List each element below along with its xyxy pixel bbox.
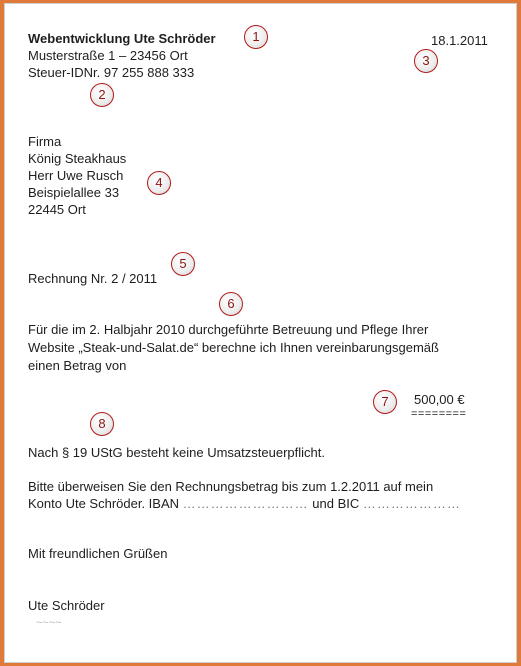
- recipient-line-5: 22445 Ort: [28, 202, 86, 217]
- iban-blank: ………………………: [182, 496, 309, 511]
- payment-line-1: Bitte überweisen Sie den Rechnungsbetrag bis zum 1.2.2011 auf mein: [28, 479, 434, 494]
- bic-blank: …………………: [362, 496, 461, 511]
- invoice-date: 18.1.2011: [431, 33, 488, 48]
- body-line-1: Für die im 2. Halbjahr 2010 durchgeführte Betreuung und Pflege Ihrer: [28, 322, 429, 337]
- payment-iban-prefix: Konto Ute Schröder. IBAN: [28, 496, 180, 511]
- marker-4: 4: [147, 171, 171, 195]
- marker-6: 6: [219, 292, 243, 316]
- marker-3: 3: [414, 49, 438, 73]
- body-line-3: einen Betrag von: [28, 358, 127, 373]
- sender-tax-id: Steuer-IDNr. 97 255 888 333: [28, 65, 195, 80]
- invoice-number: Rechnung Nr. 2 / 2011: [28, 271, 158, 286]
- recipient-line-1: Firma: [28, 134, 62, 149]
- marker-8: 8: [90, 412, 114, 436]
- sender-street: Musterstraße 1 – 23456 Ort: [28, 48, 188, 63]
- signature-name: Ute Schröder: [28, 598, 105, 613]
- signature-scribble: ~~~~: [36, 617, 62, 629]
- marker-7: 7: [373, 390, 397, 414]
- marker-1: 1: [244, 25, 268, 49]
- tax-note: Nach § 19 UStG besteht keine Umsatzsteuerpflicht.: [28, 445, 325, 460]
- amount-double-underline: ========: [411, 408, 467, 420]
- payment-bic-label: und BIC: [312, 496, 360, 511]
- invoice-amount: 500,00 €: [414, 392, 465, 407]
- closing: Mit freundlichen Grüßen: [28, 546, 168, 561]
- sender-name: Webentwicklung Ute Schröder: [28, 31, 216, 46]
- marker-2: 2: [90, 83, 114, 107]
- payment-line-2: [28, 496, 461, 512]
- marker-5: 5: [171, 252, 195, 276]
- invoice-page: [4, 3, 517, 663]
- recipient-line-2: König Steakhaus: [28, 151, 127, 166]
- body-line-2: Website „Steak-und-Salat.de“ berechne ich Ihnen vereinbarungsgemäß: [28, 340, 439, 355]
- recipient-line-3: Herr Uwe Rusch: [28, 168, 124, 183]
- recipient-line-4: Beispielallee 33: [28, 185, 120, 200]
